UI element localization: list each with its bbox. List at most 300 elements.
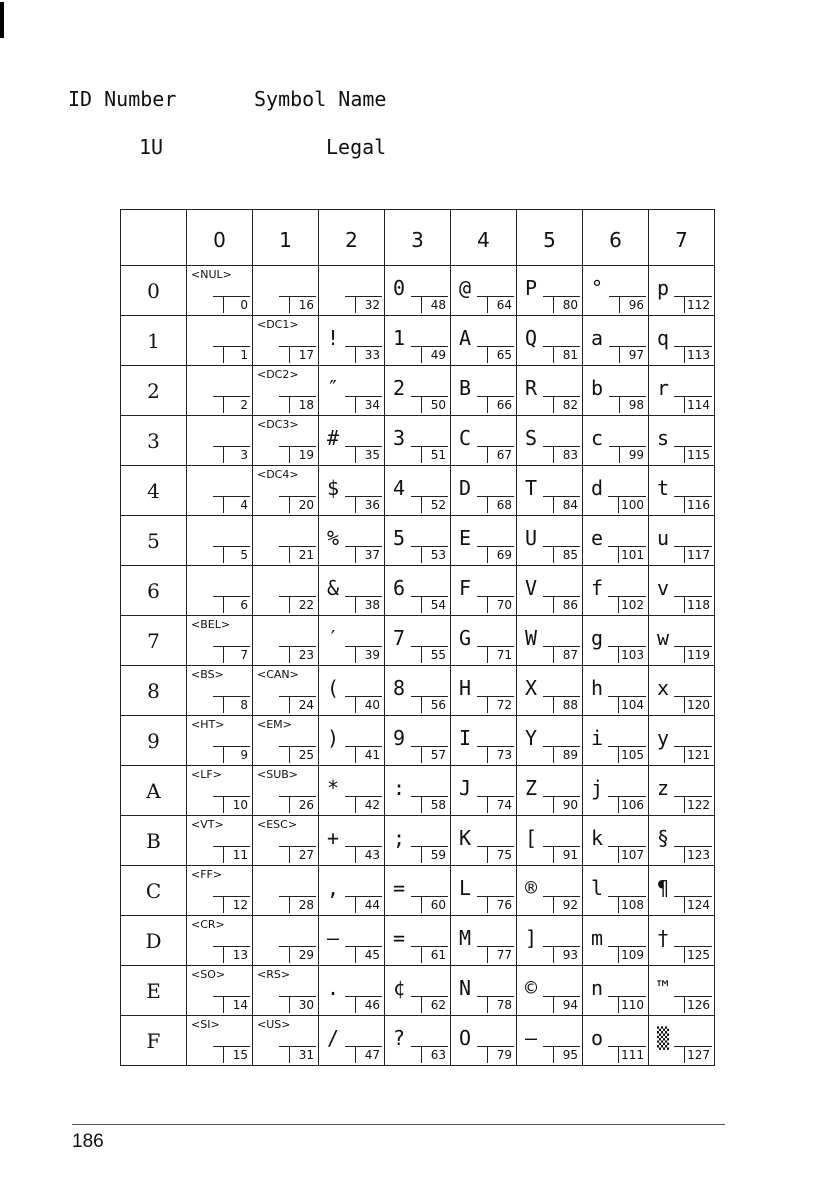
row-header: D xyxy=(121,916,187,966)
decimal-code: 11 xyxy=(223,846,250,863)
decimal-code: 106 xyxy=(618,796,646,813)
decimal-code: 28 xyxy=(289,896,316,913)
symbol-glyph: s xyxy=(657,426,670,450)
symbol-glyph: v xyxy=(657,576,670,600)
decimal-code: 91 xyxy=(553,846,580,863)
decimal-code: 12 xyxy=(223,896,250,913)
symbol-glyph: G xyxy=(459,626,472,650)
decimal-code: 50 xyxy=(421,396,448,413)
control-code-label: <DC4> xyxy=(257,468,299,481)
decimal-code: 93 xyxy=(553,946,580,963)
decimal-code: 7 xyxy=(223,646,250,663)
symbol-cell xyxy=(319,716,385,766)
decimal-code: 45 xyxy=(355,946,382,963)
decimal-code: 49 xyxy=(421,346,448,363)
column-header: 5 xyxy=(517,210,583,266)
symbol-cell xyxy=(385,766,451,816)
symbol-cell xyxy=(385,316,451,366)
control-code-label: <BEL> xyxy=(191,618,231,631)
symbol-cell xyxy=(583,766,649,816)
symbol-cell xyxy=(649,766,715,816)
decimal-code: 41 xyxy=(355,746,382,763)
symbol-cell xyxy=(583,916,649,966)
symbol-cell xyxy=(649,616,715,666)
decimal-code: 52 xyxy=(421,496,448,513)
decimal-code: 21 xyxy=(289,546,316,563)
symbol-glyph: Y xyxy=(525,726,538,750)
symbol-cell xyxy=(385,466,451,516)
decimal-code: 76 xyxy=(487,896,514,913)
symbol-cell xyxy=(385,616,451,666)
table-row xyxy=(121,616,715,666)
symbol-glyph: c xyxy=(591,426,604,450)
decimal-code: 44 xyxy=(355,896,382,913)
decimal-code: 65 xyxy=(487,346,514,363)
symbol-cell xyxy=(319,866,385,916)
decimal-code: 37 xyxy=(355,546,382,563)
symbol-cell xyxy=(649,916,715,966)
table-row xyxy=(121,516,715,566)
decimal-code: 104 xyxy=(618,696,646,713)
control-code-label: <ESC> xyxy=(257,818,298,831)
decimal-code: 100 xyxy=(618,496,646,513)
symbol-cell xyxy=(253,366,319,416)
row-header: 5 xyxy=(121,516,187,566)
symbol-cell xyxy=(583,566,649,616)
decimal-code: 36 xyxy=(355,496,382,513)
decimal-code: 75 xyxy=(487,846,514,863)
symbol-glyph: T xyxy=(525,476,538,500)
decimal-code: 5 xyxy=(223,546,250,563)
symbol-glyph: i xyxy=(591,726,604,750)
symbol-glyph: C xyxy=(459,426,472,450)
symbol-glyph: u xyxy=(657,526,670,550)
row-header: 3 xyxy=(121,416,187,466)
table-row xyxy=(121,816,715,866)
decimal-code: 126 xyxy=(684,996,712,1013)
symbol-cell xyxy=(583,816,649,866)
symbol-cell xyxy=(517,616,583,666)
symbol-glyph: @ xyxy=(459,276,472,300)
symbol-cell xyxy=(451,666,517,716)
symbol-cell xyxy=(517,316,583,366)
symbol-cell xyxy=(253,266,319,316)
symbol-cell xyxy=(385,966,451,1016)
decimal-code: 81 xyxy=(553,346,580,363)
symbol-cell xyxy=(187,616,253,666)
symbol-glyph: N xyxy=(459,976,472,1000)
decimal-code: 124 xyxy=(684,896,712,913)
decimal-code: 0 xyxy=(223,296,250,313)
symbol-glyph: n xyxy=(591,976,604,1000)
symbol-glyph: ¶ xyxy=(657,876,670,900)
decimal-code: 59 xyxy=(421,846,448,863)
symbol-cell xyxy=(187,816,253,866)
symbol-cell xyxy=(517,416,583,466)
row-header: 2 xyxy=(121,366,187,416)
symbol-name-value: Legal xyxy=(326,135,387,159)
symbol-glyph: k xyxy=(591,826,604,850)
decimal-code: 111 xyxy=(618,1046,646,1063)
decimal-code: 33 xyxy=(355,346,382,363)
symbol-glyph: x xyxy=(657,676,670,700)
symbol-cell xyxy=(187,866,253,916)
symbol-cell xyxy=(187,266,253,316)
symbol-cell xyxy=(451,416,517,466)
symbol-cell xyxy=(319,516,385,566)
decimal-code: 116 xyxy=(684,496,712,513)
symbol-cell xyxy=(385,366,451,416)
decimal-code: 121 xyxy=(684,746,712,763)
symbol-glyph: # xyxy=(327,426,340,450)
symbol-glyph: a xyxy=(591,326,604,350)
symbol-cell xyxy=(649,816,715,866)
control-code-label: <HT> xyxy=(191,718,225,731)
decimal-code: 103 xyxy=(618,646,646,663)
decimal-code: 29 xyxy=(289,946,316,963)
symbol-glyph: B xyxy=(459,376,472,400)
decimal-code: 73 xyxy=(487,746,514,763)
symbol-cell xyxy=(517,966,583,1016)
symbol-glyph: l xyxy=(591,876,604,900)
symbol-glyph: ® xyxy=(525,876,538,900)
symbol-cell xyxy=(583,666,649,716)
decimal-code: 61 xyxy=(421,946,448,963)
decimal-code: 8 xyxy=(223,696,250,713)
table-row xyxy=(121,916,715,966)
symbol-cell xyxy=(451,716,517,766)
decimal-code: 108 xyxy=(618,896,646,913)
column-header: 0 xyxy=(187,210,253,266)
column-header: 4 xyxy=(451,210,517,266)
decimal-code: 10 xyxy=(223,796,250,813)
symbol-glyph: © xyxy=(525,976,538,1000)
symbol-cell xyxy=(385,566,451,616)
symbol-cell xyxy=(451,1016,517,1066)
symbol-cell xyxy=(583,966,649,1016)
symbol-cell xyxy=(319,316,385,366)
symbol-cell xyxy=(451,566,517,616)
decimal-code: 24 xyxy=(289,696,316,713)
symbol-cell xyxy=(385,816,451,866)
symbol-glyph: 4 xyxy=(393,476,406,500)
symbol-cell xyxy=(517,666,583,716)
column-header: 3 xyxy=(385,210,451,266)
symbol-glyph: – xyxy=(327,926,340,950)
symbol-cell xyxy=(319,566,385,616)
symbol-glyph: + xyxy=(327,826,340,850)
table-row xyxy=(121,416,715,466)
symbol-glyph: * xyxy=(327,776,340,800)
symbol-glyph: ° xyxy=(591,276,604,300)
symbol-glyph: M xyxy=(459,926,472,950)
symbol-cell xyxy=(253,916,319,966)
symbol-name-label: Symbol Name xyxy=(254,87,387,111)
symbol-cell xyxy=(451,916,517,966)
symbol-cell xyxy=(319,766,385,816)
symbol-cell xyxy=(451,616,517,666)
decimal-code: 66 xyxy=(487,396,514,413)
decimal-code: 13 xyxy=(223,946,250,963)
decimal-code: 83 xyxy=(553,446,580,463)
symbol-cell xyxy=(187,366,253,416)
symbol-cell xyxy=(319,266,385,316)
decimal-code: 67 xyxy=(487,446,514,463)
id-number-label: ID Number xyxy=(68,87,177,111)
decimal-code: 9 xyxy=(223,746,250,763)
decimal-code: 43 xyxy=(355,846,382,863)
symbol-cell xyxy=(253,816,319,866)
symbol-cell xyxy=(517,466,583,516)
column-header: 2 xyxy=(319,210,385,266)
decimal-code: 78 xyxy=(487,996,514,1013)
symbol-cell xyxy=(583,1016,649,1066)
decimal-code: 119 xyxy=(684,646,712,663)
decimal-code: 82 xyxy=(553,396,580,413)
symbol-glyph: 9 xyxy=(393,726,406,750)
table-row xyxy=(121,766,715,816)
decimal-code: 113 xyxy=(684,346,712,363)
symbol-glyph: † xyxy=(657,926,670,950)
decimal-code: 56 xyxy=(421,696,448,713)
decimal-code: 25 xyxy=(289,746,316,763)
symbol-glyph: % xyxy=(327,526,340,550)
symbol-cell xyxy=(253,766,319,816)
symbol-glyph: d xyxy=(591,476,604,500)
symbol-cell xyxy=(517,766,583,816)
symbol-cell xyxy=(319,916,385,966)
symbol-glyph: H xyxy=(459,676,472,700)
symbol-cell xyxy=(649,566,715,616)
decimal-code: 51 xyxy=(421,446,448,463)
id-number-value: 1U xyxy=(139,135,164,159)
decimal-code: 31 xyxy=(289,1046,316,1063)
row-header: E xyxy=(121,966,187,1016)
symbol-cell xyxy=(253,666,319,716)
symbol-cell xyxy=(385,916,451,966)
row-header: 4 xyxy=(121,466,187,516)
symbol-glyph: q xyxy=(657,326,670,350)
decimal-code: 79 xyxy=(487,1046,514,1063)
symbol-cell xyxy=(649,666,715,716)
row-header: 7 xyxy=(121,616,187,666)
symbol-cell xyxy=(319,466,385,516)
table-row xyxy=(121,266,715,316)
decimal-code: 117 xyxy=(684,546,712,563)
decimal-code: 84 xyxy=(553,496,580,513)
decimal-code: 101 xyxy=(618,546,646,563)
decimal-code: 88 xyxy=(553,696,580,713)
decimal-code: 17 xyxy=(289,346,316,363)
row-header: A xyxy=(121,766,187,816)
decimal-code: 58 xyxy=(421,796,448,813)
symbol-glyph: $ xyxy=(327,476,340,500)
symbol-cell xyxy=(451,316,517,366)
symbol-cell xyxy=(517,866,583,916)
table-row xyxy=(121,316,715,366)
row-header: C xyxy=(121,866,187,916)
symbol-cell xyxy=(517,716,583,766)
symbol-cell xyxy=(583,266,649,316)
table-row xyxy=(121,466,715,516)
control-code-label: <FF> xyxy=(191,868,223,881)
decimal-code: 40 xyxy=(355,696,382,713)
symbol-cell xyxy=(517,916,583,966)
footer-rule xyxy=(72,1124,725,1125)
symbol-cell xyxy=(253,466,319,516)
symbol-glyph: b xyxy=(591,376,604,400)
symbol-cell xyxy=(253,716,319,766)
control-code-label: <US> xyxy=(257,1018,291,1031)
symbol-glyph: — xyxy=(525,1026,538,1050)
decimal-code: 48 xyxy=(421,296,448,313)
table-row xyxy=(121,866,715,916)
symbol-glyph: r xyxy=(657,376,670,400)
symbol-cell xyxy=(517,566,583,616)
symbol-glyph: z xyxy=(657,776,670,800)
symbol-glyph: 6 xyxy=(393,576,406,600)
symbol-cell xyxy=(187,716,253,766)
symbol-glyph: ] xyxy=(525,926,538,950)
symbol-cell xyxy=(649,266,715,316)
control-code-label: <VT> xyxy=(191,818,224,831)
row-header: 8 xyxy=(121,666,187,716)
row-header: F xyxy=(121,1016,187,1066)
control-code-label: <BS> xyxy=(191,668,224,681)
symbol-glyph: ‚ xyxy=(327,876,340,900)
control-code-label: <DC1> xyxy=(257,318,299,331)
decimal-code: 69 xyxy=(487,546,514,563)
control-code-label: <NUL> xyxy=(191,268,232,281)
row-header: 9 xyxy=(121,716,187,766)
symbol-cell xyxy=(319,1016,385,1066)
symbol-cell xyxy=(187,916,253,966)
symbol-glyph: . xyxy=(327,976,340,1000)
symbol-cell xyxy=(451,766,517,816)
symbol-cell xyxy=(253,1016,319,1066)
control-code-label: <CR> xyxy=(191,918,225,931)
symbol-cell xyxy=(253,566,319,616)
symbol-cell xyxy=(451,866,517,916)
symbol-cell xyxy=(451,816,517,866)
decimal-code: 16 xyxy=(289,296,316,313)
symbol-cell xyxy=(187,1016,253,1066)
symbol-glyph: ¢ xyxy=(393,976,406,1000)
decimal-code: 127 xyxy=(684,1046,712,1063)
symbol-glyph: h xyxy=(591,676,604,700)
symbol-glyph: f xyxy=(591,576,604,600)
symbol-cell xyxy=(187,516,253,566)
decimal-code: 2 xyxy=(223,396,250,413)
symbol-cell xyxy=(187,966,253,1016)
symbol-glyph: 5 xyxy=(393,526,406,550)
decimal-code: 110 xyxy=(618,996,646,1013)
decimal-code: 68 xyxy=(487,496,514,513)
symbol-cell xyxy=(319,666,385,716)
symbol-glyph: y xyxy=(657,726,670,750)
symbol-cell xyxy=(649,366,715,416)
symbol-cell xyxy=(187,766,253,816)
symbol-glyph: K xyxy=(459,826,472,850)
symbol-cell xyxy=(583,316,649,366)
symbol-cell xyxy=(517,516,583,566)
symbol-glyph: Q xyxy=(525,326,538,350)
decimal-code: 3 xyxy=(223,446,250,463)
symbol-glyph: X xyxy=(525,676,538,700)
symbol-set-table xyxy=(120,209,715,1066)
symbol-glyph: ™ xyxy=(657,976,670,1000)
symbol-cell xyxy=(187,666,253,716)
symbol-glyph: e xyxy=(591,526,604,550)
control-code-label: <RS> xyxy=(257,968,291,981)
decimal-code: 18 xyxy=(289,396,316,413)
decimal-code: 118 xyxy=(684,596,712,613)
symbol-cell xyxy=(649,1016,715,1066)
symbol-glyph: O xyxy=(459,1026,472,1050)
symbol-glyph: ! xyxy=(327,326,340,350)
symbol-cell xyxy=(385,1016,451,1066)
symbol-glyph: = xyxy=(393,876,406,900)
table-row xyxy=(121,1016,715,1066)
symbol-glyph: F xyxy=(459,576,472,600)
symbol-cell xyxy=(253,316,319,366)
symbol-glyph: m xyxy=(591,926,604,950)
symbol-cell xyxy=(649,416,715,466)
column-header: 7 xyxy=(649,210,715,266)
decimal-code: 99 xyxy=(619,446,646,463)
decimal-code: 20 xyxy=(289,496,316,513)
symbol-glyph: 3 xyxy=(393,426,406,450)
symbol-glyph: J xyxy=(459,776,472,800)
symbol-cell xyxy=(517,816,583,866)
decimal-code: 80 xyxy=(553,296,580,313)
symbol-glyph: V xyxy=(525,576,538,600)
decimal-code: 55 xyxy=(421,646,448,663)
decimal-code: 125 xyxy=(684,946,712,963)
control-code-label: <SI> xyxy=(191,1018,220,1031)
symbol-cell xyxy=(385,666,451,716)
symbol-cell xyxy=(187,316,253,366)
table-corner xyxy=(121,210,187,266)
decimal-code: 96 xyxy=(619,296,646,313)
symbol-glyph: ▒ xyxy=(657,1026,670,1050)
symbol-cell xyxy=(583,716,649,766)
symbol-cell xyxy=(253,616,319,666)
table-row xyxy=(121,966,715,1016)
decimal-code: 54 xyxy=(421,596,448,613)
decimal-code: 122 xyxy=(684,796,712,813)
symbol-glyph: = xyxy=(393,926,406,950)
decimal-code: 39 xyxy=(355,646,382,663)
symbol-glyph: S xyxy=(525,426,538,450)
symbol-cell xyxy=(649,866,715,916)
decimal-code: 42 xyxy=(355,796,382,813)
decimal-code: 86 xyxy=(553,596,580,613)
symbol-glyph: Z xyxy=(525,776,538,800)
table-row xyxy=(121,666,715,716)
decimal-code: 63 xyxy=(421,1046,448,1063)
symbol-cell xyxy=(319,366,385,416)
symbol-glyph: & xyxy=(327,576,340,600)
decimal-code: 72 xyxy=(487,696,514,713)
decimal-code: 85 xyxy=(553,546,580,563)
decimal-code: 23 xyxy=(289,646,316,663)
decimal-code: 1 xyxy=(223,346,250,363)
decimal-code: 38 xyxy=(355,596,382,613)
symbol-cell xyxy=(517,366,583,416)
symbol-cell xyxy=(253,516,319,566)
decimal-code: 92 xyxy=(553,896,580,913)
